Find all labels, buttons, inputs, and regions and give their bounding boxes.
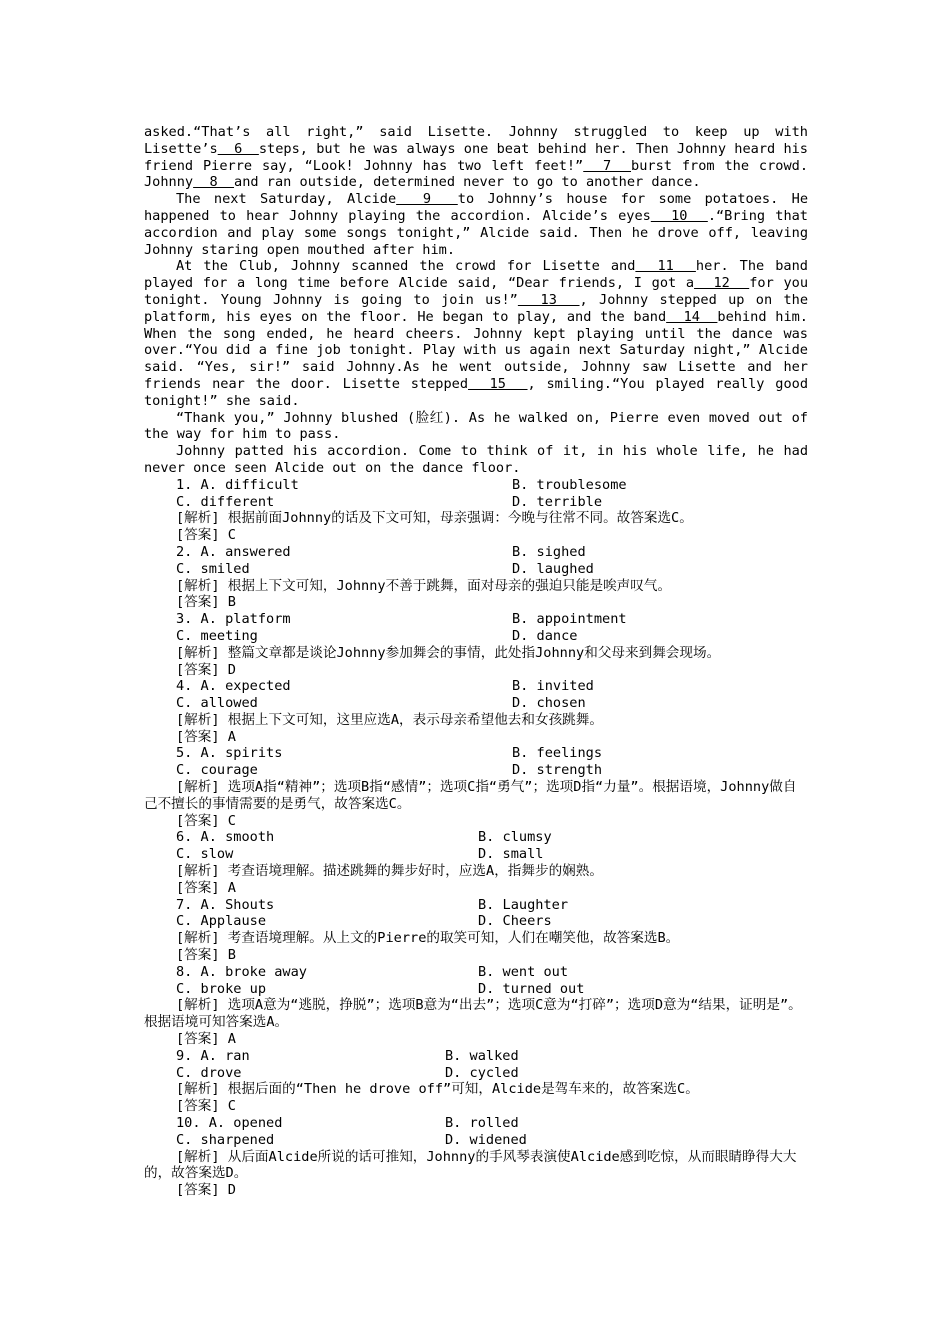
option-c: C. Applause <box>176 913 267 930</box>
option-c: C. broke up <box>176 980 267 997</box>
option-d: D. cycled <box>445 1064 519 1081</box>
document-page <box>144 124 808 1199</box>
option-a: 4. A. expected <box>176 678 291 695</box>
answer: [答案] B <box>176 947 236 964</box>
blank-number: 11 <box>635 258 696 275</box>
passage-paragraph <box>144 258 808 409</box>
option-b: B. feelings <box>512 745 603 762</box>
question-options-row <box>144 544 808 561</box>
question-options-row <box>144 913 808 930</box>
explanation: [解析] 根据上下文可知，Johnny不善于跳舞，面对母亲的强迫只能是唉声叹气。 <box>176 577 672 594</box>
cloze-passage <box>144 124 808 477</box>
option-d: D. chosen <box>512 695 586 712</box>
option-c: C. meeting <box>176 627 258 644</box>
question-options-row <box>144 678 808 695</box>
option-b: B. appointment <box>512 611 627 628</box>
passage-paragraph <box>144 124 808 191</box>
option-c: C. courage <box>176 762 258 779</box>
answer: [答案] D <box>176 661 236 678</box>
option-b: B. troublesome <box>512 476 627 493</box>
question-options-row <box>144 561 808 578</box>
blank-number: 12 <box>694 275 750 292</box>
passage-text: asked.“That’s all right,” said Lisette. Johnny struggled to keep up with Lisette’s <box>144 124 808 157</box>
question-options-row <box>144 1065 808 1082</box>
passage-text: .“Bring that accordion and play some songs tonight,” Alcide said. Then he drove off, leaving Johnny staring open mouthed after him. <box>144 207 808 258</box>
passage-paragraph <box>144 410 808 444</box>
passage-text: The next Saturday, Alcide <box>176 191 397 208</box>
blank-number: 8 <box>193 174 235 191</box>
answer: [答案] D <box>176 1182 236 1199</box>
blank-number: 6 <box>217 140 259 157</box>
option-b: B. sighed <box>512 543 586 560</box>
option-d: D. strength <box>512 762 603 779</box>
passage-text: Johnny patted his accordion. Come to think of it, in his whole life, he had never once seen Alcide out on the dance floor. <box>144 443 808 476</box>
option-c: C. different <box>176 493 275 510</box>
option-a: 1. A. difficult <box>176 476 299 493</box>
passage-text: steps, but he was always one beat behind her. Then Johnny heard his friend Pierre say, “Look! Johnny has two left feet!” <box>144 140 808 174</box>
blank-number: 10 <box>650 207 708 224</box>
option-a: 8. A. broke away <box>176 963 307 980</box>
passage-text: to Johnny’s house for some potatoes. He happened to hear Johnny playing the accordion. Alcide’s eyes <box>144 191 808 224</box>
option-a: 5. A. spirits <box>176 745 283 762</box>
question-options-row <box>144 477 808 494</box>
explanation: [解析] 选项A意为“逃脱，挣脱”；选项B意为“出去”；选项C意为“打碎”；选项D意为“结果，证明是”。根据语境可知答案选A。 <box>144 997 802 1031</box>
option-a: 6. A. smooth <box>176 829 275 846</box>
passage-text: for you tonight. Young Johnny is going to join us!” <box>144 275 808 308</box>
blank-number: 14 <box>666 308 718 325</box>
explanation: [解析] 从后面Alcide所说的话可推知，Johnny的手风琴表演使Alcide感到吃惊，从而眼睛睁得大大的，故答案选D。 <box>144 1148 797 1182</box>
explanation: [解析] 整篇文章都是谈论Johnny参加舞会的事情，此处指Johnny和父母来到舞会现场。 <box>176 644 721 661</box>
option-b: B. clumsy <box>478 829 552 846</box>
option-d: D. dance <box>512 627 578 644</box>
explanation: [解析] 考查语境理解。从上文的Pierre的取笑可知，人们在嘲笑他，故答案选B。 <box>176 930 680 947</box>
option-b: B. walked <box>445 1047 519 1064</box>
question-options-row <box>144 981 808 998</box>
question-options-row <box>144 695 808 712</box>
option-a: 9. A. ran <box>176 1047 250 1064</box>
passage-paragraph <box>144 191 808 258</box>
passage-text: , Johnny stepped up on the platform, his eyes on the floor. He began to play, and the band <box>144 291 808 325</box>
passage-text: “Thank you,” Johnny blushed (脸红). As he walked on, Pierre even moved out of the way for him to pass. <box>144 409 808 443</box>
blank-number: 7 <box>583 157 632 174</box>
answer: [答案] A <box>176 1031 236 1048</box>
question-options-row <box>144 846 808 863</box>
option-c: C. allowed <box>176 695 258 712</box>
option-c: C. drove <box>176 1064 242 1081</box>
option-a: 7. A. Shouts <box>176 896 275 913</box>
blank-number: 13 <box>517 291 580 308</box>
answer: [答案] C <box>176 1098 236 1115</box>
option-d: D. Cheers <box>478 913 552 930</box>
passage-text: her. The band played for a long time before Alcide said, “Dear friends, I got a <box>144 258 808 292</box>
option-a: 3. A. platform <box>176 611 291 628</box>
passage-text: burst from the crowd. Johnny <box>144 157 809 191</box>
option-c: C. smiled <box>176 560 250 577</box>
option-d: D. small <box>478 846 544 863</box>
option-c: C. slow <box>176 846 234 863</box>
explanation: [解析] 考查语境理解。描述跳舞的舞步好时，应选A，指舞步的娴熟。 <box>176 863 603 880</box>
answer: [答案] C <box>176 812 236 829</box>
question-options-row <box>144 829 808 846</box>
question-options-row <box>144 964 808 981</box>
explanation: [解析] 根据前面Johnny的话及下文可知，母亲强调：今晚与往常不同。故答案选C。 <box>176 510 693 527</box>
option-a: 2. A. answered <box>176 543 291 560</box>
question-options-row <box>144 897 808 914</box>
passage-paragraph <box>144 443 808 477</box>
option-c: C. sharpened <box>176 1131 275 1148</box>
question-options-row <box>144 762 808 779</box>
answer: [答案] B <box>176 594 236 611</box>
question-options-row <box>144 1115 808 1132</box>
blank-number: 15 <box>468 375 528 392</box>
option-d: D. terrible <box>512 493 603 510</box>
passage-text: , smiling.“You played really good tonight!” she said. <box>144 375 809 409</box>
answer: [答案] C <box>176 527 236 544</box>
question-options-row <box>144 611 808 628</box>
passage-text: At the Club, Johnny scanned the crowd for Lisette and <box>176 258 636 275</box>
option-a: 10. A. opened <box>176 1115 283 1132</box>
question-options-row <box>144 1048 808 1065</box>
option-d: D. widened <box>445 1131 527 1148</box>
option-b: B. invited <box>512 678 594 695</box>
explanation: [解析] 根据后面的“Then he drove off”可知，Alcide是驾车来的，故答案选C。 <box>176 1081 699 1098</box>
question-options-row <box>144 494 808 511</box>
option-d: D. turned out <box>478 980 585 997</box>
question-options-row <box>144 745 808 762</box>
answer-key <box>144 477 808 1199</box>
passage-text: and ran outside, determined never to go to another dance. <box>234 174 701 191</box>
option-b: B. went out <box>478 963 569 980</box>
option-b: B. Laughter <box>478 896 569 913</box>
question-options-row <box>144 628 808 645</box>
explanation: [解析] 选项A指“精神”；选项B指“感情”；选项C指“勇气”；选项D指“力量”。根据语境，Johnny做自己不擅长的事情需要的是勇气，故答案选C。 <box>144 779 797 812</box>
answer: [答案] A <box>176 879 236 896</box>
passage-text: behind him. When the song ended, he heard cheers. Johnny kept playing until the dance was over.“You did a fine job tonight. Play with us again next Saturday night,” Alcide said. “Yes, sir!” said Johnny.As he went outside, Johnny saw Lisette and her friends near the door. Lisette stepped <box>144 308 808 392</box>
answer: [答案] A <box>176 728 236 745</box>
blank-number: 9 <box>396 191 458 208</box>
explanation: [解析] 根据上下文可知，这里应选A，表示母亲希望他去和女孩跳舞。 <box>176 711 603 728</box>
option-b: B. rolled <box>445 1115 519 1132</box>
question-options-row <box>144 1132 808 1149</box>
option-d: D. laughed <box>512 560 594 577</box>
